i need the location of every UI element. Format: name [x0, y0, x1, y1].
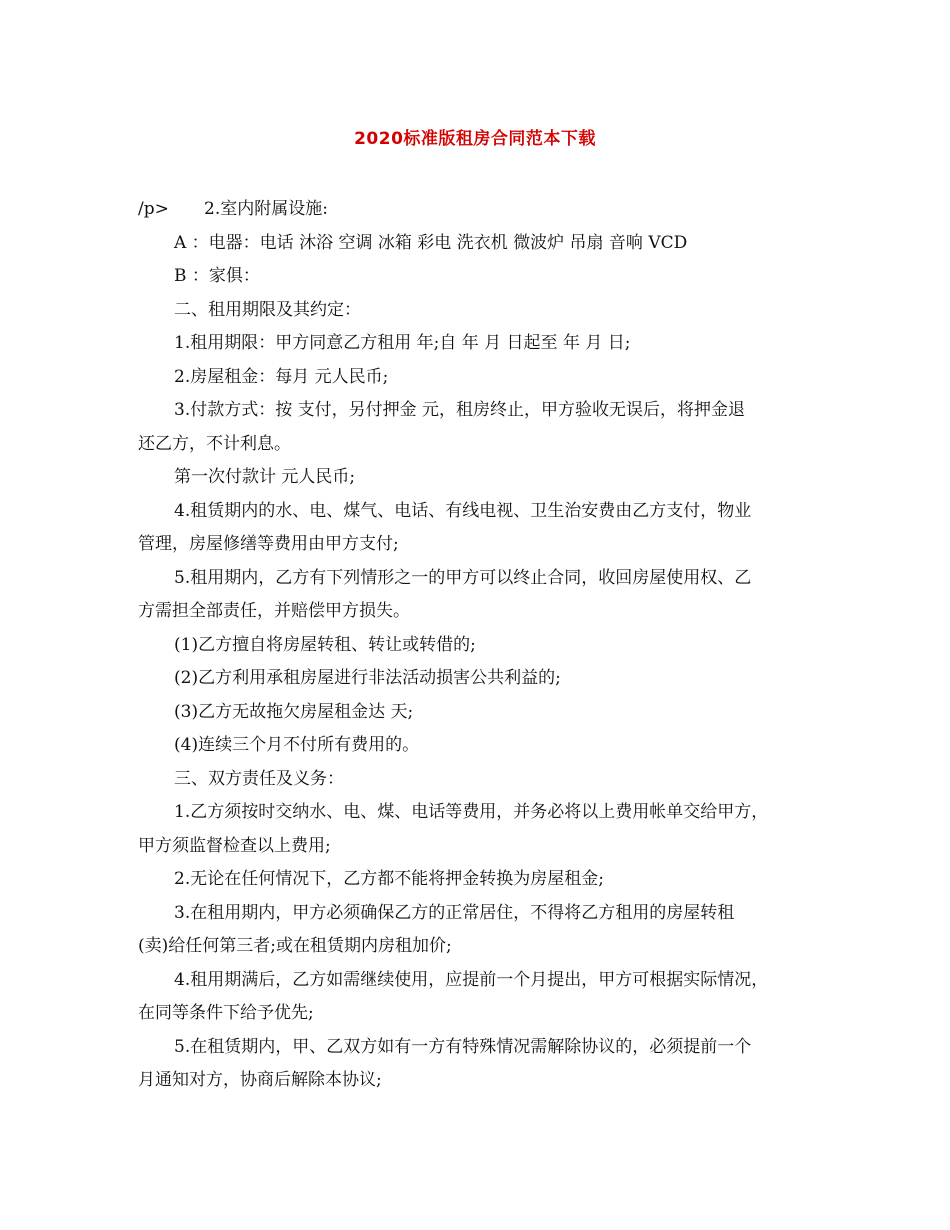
paragraph-text: 2.室内附属设施: [204, 199, 328, 219]
list-item: (2)乙方利用承租房屋进行非法活动损害公共利益的; [174, 668, 561, 688]
document-body [138, 193, 828, 1098]
paragraph-line: 第一次付款计 元人民币; [174, 467, 356, 487]
paragraph-continuation: 还乙方，不计利息。 [138, 433, 291, 454]
paragraph-line: 2.房屋租金：每月 元人民币; [174, 366, 389, 387]
list-item: (1)乙方擅自将房屋转租、转让或转借的; [174, 634, 476, 655]
paragraph-continuation: (卖)给任何第三者;或在租赁期内房租加价; [138, 936, 452, 956]
paragraph-continuation: 方需担全部责任，并赔偿甲方损失。 [138, 601, 410, 621]
paragraph-line: 4.租赁期内的水、电、煤气、电话、有线电视、卫生治安费由乙方支付，物业 [174, 500, 752, 521]
paragraph-line: 5.在租赁期内，甲、乙双方如有一方有特殊情况需解除协议的，必须提前一个 [174, 1036, 752, 1057]
paragraph-line: 1.乙方须按时交纳水、电、煤、电话等费用，并务必将以上费用帐单交给甲方， [174, 802, 769, 822]
paragraph-continuation: 管理，房屋修缮等费用由甲方支付; [138, 534, 399, 554]
paragraph-continuation: 月通知对方，协商后解除本协议; [138, 1070, 382, 1090]
paragraph-line: B ：家俱： [174, 266, 260, 286]
paragraph-line: 3.付款方式：按 支付，另付押金 元，租房终止，甲方验收无误后，将押金退 [174, 400, 746, 420]
paragraph-continuation: 甲方须监督检查以上费用; [138, 835, 331, 856]
list-item: (4)连续三个月不付所有费用的。 [174, 735, 420, 755]
list-item: (3)乙方无故拖欠房屋租金达 天; [174, 701, 414, 722]
paragraph-line: 5.租用期内，乙方有下列情形之一的甲方可以终止合同，收回房屋使用权、乙 [174, 567, 752, 588]
paragraph-line: A ：电器：电话 沐浴 空调 冰箱 彩电 洗衣机 微波炉 吊扇 音响 VCD [174, 232, 688, 253]
document-title: 2020标准版租房合同范本下载 [354, 129, 596, 149]
paragraph-line: 4.租用期满后，乙方如需继续使用，应提前一个月提出，甲方可根据实际情况， [174, 969, 769, 990]
paragraph-line: 2.无论在任何情况下，乙方都不能将押金转换为房屋租金; [174, 869, 604, 889]
section-heading: 二、租用期限及其约定： [174, 299, 361, 320]
paragraph-line: 3.在租用期内，甲方必须确保乙方的正常居住，不得将乙方租用的房屋转租 [174, 902, 735, 923]
stray-tag-text: /p> [138, 199, 169, 219]
paragraph-line: 1.租用期限：甲方同意乙方租用 年;自 年 月 日起至 年 月 日; [174, 333, 631, 353]
section-heading: 三、双方责任及义务： [174, 768, 344, 789]
paragraph-line [138, 193, 828, 227]
paragraph-continuation: 在同等条件下给予优先; [138, 1003, 314, 1023]
